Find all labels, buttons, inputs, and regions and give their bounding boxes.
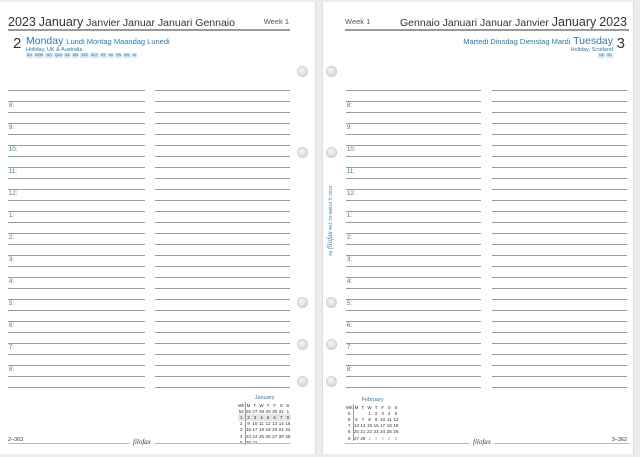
holiday-badge: WL — [124, 53, 130, 57]
calendar-day[interactable]: 10 — [252, 421, 258, 427]
day-number: 3 — [616, 35, 625, 52]
calendar-day[interactable]: 28 — [360, 435, 366, 441]
calendar-day[interactable]: 23 — [246, 433, 252, 439]
mini-calendar-january — [238, 395, 291, 445]
calendar-day[interactable]: 9 — [247, 421, 250, 427]
holiday-badge: NT — [100, 53, 106, 57]
writing-line[interactable] — [155, 244, 290, 245]
writing-line[interactable] — [155, 222, 290, 223]
hour-label: 8: — [347, 103, 353, 109]
hour-label: 11: — [347, 169, 355, 175]
writing-line[interactable] — [8, 354, 145, 355]
calendar-day[interactable]: 17 — [252, 427, 258, 433]
writing-line[interactable] — [8, 189, 145, 190]
calendar-day[interactable]: 16 — [246, 427, 252, 433]
hour-label: 9: — [9, 125, 15, 131]
calendar-day[interactable]: 2 — [374, 435, 378, 441]
hour-label: 5: — [347, 301, 353, 307]
day-name: Monday Lundi Montag Maandag Lunedi — [26, 35, 170, 47]
weekday-header: Wk — [238, 402, 245, 408]
calendar-day[interactable]: 2 — [374, 410, 378, 416]
calendar-day[interactable]: 3 — [381, 435, 384, 441]
writing-line[interactable] — [492, 365, 627, 366]
page-number: 2–363 — [8, 437, 24, 443]
writing-line[interactable] — [492, 211, 627, 212]
writing-line[interactable] — [8, 167, 145, 168]
writing-line[interactable] — [346, 299, 481, 300]
writing-line[interactable] — [155, 277, 290, 278]
writing-line[interactable] — [8, 376, 145, 377]
writing-line[interactable] — [492, 387, 627, 388]
calendar-day[interactable]: 25 — [386, 429, 392, 435]
binder-hole — [297, 376, 308, 387]
weekday-header: M — [354, 404, 359, 410]
week-number: 7 — [346, 423, 353, 429]
writing-line[interactable] — [346, 90, 481, 91]
writing-line[interactable] — [492, 321, 627, 322]
writing-line[interactable] — [346, 343, 481, 344]
calendar-day[interactable]: 28 — [278, 433, 284, 439]
filofax-logo: filofax — [470, 438, 494, 446]
writing-line[interactable] — [8, 387, 145, 388]
writing-line[interactable] — [8, 101, 145, 102]
weekday-header: Wk — [346, 404, 353, 410]
writing-line[interactable] — [492, 310, 627, 311]
header-divider — [8, 29, 290, 31]
hour-label: 8: — [9, 103, 15, 109]
binder-hole — [326, 147, 337, 158]
writing-line[interactable] — [8, 200, 145, 201]
calendar-day[interactable]: 3 — [381, 410, 384, 416]
hour-label: 10: — [347, 147, 356, 153]
writing-line[interactable] — [492, 266, 627, 267]
calendar-day[interactable]: 3 — [252, 414, 259, 420]
calendar-day[interactable]: 22 — [366, 429, 372, 435]
writing-line[interactable] — [346, 244, 481, 245]
writing-line[interactable] — [492, 277, 627, 278]
writing-line[interactable] — [8, 222, 145, 223]
holiday-badge: TAS — [81, 53, 88, 57]
writing-line[interactable] — [8, 332, 145, 333]
week-number: 52 — [238, 408, 244, 414]
writing-line[interactable] — [492, 244, 627, 245]
calendar-day[interactable]: 27 — [354, 435, 360, 441]
writing-line[interactable] — [492, 354, 627, 355]
calendar-day[interactable]: 29 — [265, 408, 271, 414]
calendar-day[interactable]: 11 — [386, 416, 392, 422]
calendar-day[interactable]: 1 — [368, 435, 371, 441]
writing-line[interactable] — [155, 354, 290, 355]
writing-line[interactable] — [346, 200, 481, 201]
writing-line[interactable] — [346, 376, 481, 377]
calendar-day[interactable]: 25 — [258, 433, 264, 439]
holiday-note: Holiday, UK & Australia — [26, 47, 83, 53]
mini-calendar-month: January — [254, 395, 275, 401]
writing-line[interactable] — [8, 299, 145, 300]
calendar-day[interactable]: 1 — [368, 410, 371, 416]
hour-label: 10: — [9, 147, 18, 153]
hour-label: 6: — [347, 323, 353, 329]
calendar-day[interactable]: 26 — [393, 429, 399, 435]
binder-hole — [326, 297, 337, 308]
calendar-day[interactable]: 26 — [265, 433, 271, 439]
binder-hole — [326, 376, 337, 387]
writing-line[interactable] — [8, 310, 145, 311]
calendar-day[interactable]: 5 — [394, 410, 398, 416]
writing-line[interactable] — [346, 178, 481, 179]
writing-line[interactable] — [155, 376, 290, 377]
writing-line[interactable] — [8, 123, 145, 124]
page-number: 3–362 — [611, 437, 627, 443]
holiday-badge: UK — [108, 53, 114, 57]
writing-line[interactable] — [492, 90, 627, 91]
calendar-day[interactable]: 15 — [285, 421, 291, 427]
writing-line[interactable] — [346, 266, 481, 267]
writing-line[interactable] — [492, 167, 627, 168]
calendar-day[interactable]: 14 — [278, 421, 284, 427]
writing-line[interactable] — [346, 222, 481, 223]
calendar-day[interactable]: 12 — [393, 416, 399, 422]
writing-line[interactable] — [492, 376, 627, 377]
writing-line[interactable] — [155, 321, 290, 322]
weekday-header: T — [374, 404, 378, 410]
writing-line[interactable] — [155, 134, 290, 135]
calendar-day[interactable]: 27 — [252, 408, 258, 414]
calendar-day[interactable]: 14 — [360, 423, 366, 429]
hour-label: 3: — [347, 257, 353, 263]
writing-line[interactable] — [155, 288, 290, 289]
writing-line[interactable] — [155, 211, 290, 212]
hour-label: 5: — [9, 301, 15, 307]
calendar-day[interactable]: 28 — [258, 408, 264, 414]
hour-label: 6: — [9, 323, 15, 329]
week-number: 6 — [346, 416, 353, 422]
holiday-badge: SA — [65, 53, 70, 57]
calendar-day[interactable]: 10 — [380, 416, 386, 422]
writing-line[interactable] — [155, 123, 290, 124]
holiday-badge: QLD — [54, 53, 63, 57]
writing-line[interactable] — [155, 233, 290, 234]
hour-label: 7: — [347, 345, 353, 351]
writing-line[interactable] — [155, 112, 290, 113]
mini-calendar-february — [346, 397, 399, 441]
month-title: Gennaio Januari Januar Janvier January 2023 — [400, 15, 627, 29]
writing-line[interactable] — [346, 387, 481, 388]
writing-line[interactable] — [155, 332, 290, 333]
calendar-day[interactable]: 7 — [278, 414, 285, 420]
weekday-header: W — [259, 402, 264, 408]
calendar-day[interactable]: 7 — [361, 416, 365, 422]
writing-line[interactable] — [346, 156, 481, 157]
calendar-day[interactable]: 27 — [272, 433, 278, 439]
writing-line[interactable] — [8, 145, 145, 146]
writing-line[interactable] — [155, 310, 290, 311]
writing-line[interactable] — [492, 233, 627, 234]
holiday-badge: WA — [72, 53, 79, 57]
header-divider — [345, 29, 629, 31]
writing-line[interactable] — [8, 277, 145, 278]
hour-label: 2: — [9, 235, 15, 241]
writing-line[interactable] — [155, 156, 290, 157]
holiday-badge: VIC — [46, 53, 52, 57]
writing-line[interactable] — [492, 156, 627, 157]
writing-line[interactable] — [346, 354, 481, 355]
calendar-day[interactable]: 23 — [373, 429, 379, 435]
week-number: 9 — [346, 435, 353, 441]
writing-line[interactable] — [155, 189, 290, 190]
calendar-day[interactable]: 15 — [366, 423, 372, 429]
holiday-note: Holiday, Scotland — [570, 47, 613, 53]
calendar-day[interactable]: 12 — [265, 421, 271, 427]
weekday-header: S — [279, 402, 283, 408]
mini-calendar-month: February — [361, 397, 384, 403]
binder-hole — [326, 66, 337, 77]
holiday-badge: EN — [116, 53, 122, 57]
holiday-badge: UK — [599, 53, 605, 57]
writing-line[interactable] — [8, 244, 145, 245]
writing-line[interactable] — [8, 343, 145, 344]
writing-line[interactable] — [492, 101, 627, 102]
calendar-day[interactable]: 8 — [368, 416, 371, 422]
writing-line[interactable] — [155, 365, 290, 366]
writing-line[interactable] — [155, 178, 290, 179]
hour-label: 4: — [347, 279, 353, 285]
calendar-day[interactable]: 4 — [388, 410, 391, 416]
weekday-header: S — [286, 402, 290, 408]
hour-label: 9: — [347, 125, 353, 131]
hour-label: 8: — [9, 367, 15, 373]
calendar-day[interactable]: 31 — [278, 408, 284, 414]
filofax-logo: filofax — [130, 438, 154, 446]
writing-line[interactable] — [155, 101, 290, 102]
calendar-day[interactable]: 9 — [374, 416, 378, 422]
writing-line[interactable] — [8, 321, 145, 322]
hour-label: 4: — [9, 279, 15, 285]
writing-line[interactable] — [346, 211, 481, 212]
writing-line[interactable] — [492, 200, 627, 201]
writing-line[interactable] — [8, 134, 145, 135]
writing-line[interactable] — [346, 145, 481, 146]
hour-label: 1: — [347, 213, 353, 219]
binder-hole — [326, 339, 337, 350]
writing-line[interactable] — [492, 332, 627, 333]
weekday-header: F — [381, 404, 385, 410]
hour-label: 3: — [9, 257, 15, 263]
writing-line[interactable] — [492, 255, 627, 256]
weekday-header: S — [387, 404, 391, 410]
weekday-header: M — [246, 402, 251, 408]
week-number: 8 — [346, 429, 353, 435]
calendar-day[interactable]: 19 — [393, 423, 399, 429]
calendar-day[interactable]: 6 — [355, 416, 358, 422]
binder-hole — [297, 297, 308, 308]
weekday-header: W — [367, 404, 372, 410]
writing-line[interactable] — [8, 266, 145, 267]
calendar-day[interactable]: 6 — [271, 414, 278, 420]
calendar-day[interactable]: 8 — [285, 414, 292, 420]
holiday-badge: ACT — [90, 53, 98, 57]
writing-line[interactable] — [8, 233, 145, 234]
calendar-day[interactable]: 17 — [380, 423, 386, 429]
spine-imprint: A5 filofax Ref. 23-68515 © 2022 — [326, 185, 334, 256]
week-number: 2 — [238, 421, 245, 427]
writing-line[interactable] — [346, 233, 481, 234]
writing-line[interactable] — [155, 343, 290, 344]
week-number: 1 — [238, 414, 245, 420]
hour-label: 11: — [9, 169, 17, 175]
calendar-day[interactable]: 26 — [246, 408, 252, 414]
writing-line[interactable] — [346, 321, 481, 322]
writing-line[interactable] — [346, 167, 481, 168]
weekday-header: S — [394, 404, 398, 410]
day-name: Martedi Dinsdag Dienstag Mardi Tuesday — [463, 35, 613, 47]
week-number: 5 — [346, 410, 353, 416]
calendar-day[interactable]: 4 — [388, 435, 391, 441]
hour-label: 1: — [9, 213, 15, 219]
writing-line[interactable] — [346, 288, 481, 289]
week-label: Week 1 — [345, 17, 371, 26]
calendar-day[interactable]: 1 — [286, 408, 290, 414]
writing-line[interactable] — [492, 299, 627, 300]
calendar-day[interactable]: 18 — [386, 423, 392, 429]
weekday-header: T — [266, 402, 270, 408]
writing-line[interactable] — [8, 288, 145, 289]
calendar-day[interactable]: 24 — [380, 429, 386, 435]
weekday-header: F — [273, 402, 277, 408]
calendar-day[interactable]: 5 — [394, 435, 398, 441]
calendar-day[interactable]: 13 — [272, 421, 278, 427]
hour-label: 2: — [347, 235, 353, 241]
binder-hole — [297, 66, 308, 77]
writing-line[interactable] — [346, 310, 481, 311]
writing-line[interactable] — [346, 112, 481, 113]
calendar-day[interactable]: 21 — [360, 429, 366, 435]
calendar-day[interactable]: 24 — [252, 433, 258, 439]
month-title: 2023 January Janvier Januar Januari Gennaio — [8, 15, 235, 29]
holiday-badges — [26, 53, 137, 58]
writing-line[interactable] — [155, 387, 290, 388]
writing-line[interactable] — [8, 365, 145, 366]
writing-line[interactable] — [492, 189, 627, 190]
calendar-day[interactable]: 18 — [258, 427, 264, 433]
binder-hole — [297, 339, 308, 350]
writing-line[interactable] — [492, 123, 627, 124]
day-number: 2 — [13, 35, 22, 52]
writing-line[interactable] — [8, 156, 145, 157]
calendar-day[interactable]: 30 — [272, 408, 278, 414]
holiday-badges — [598, 53, 613, 58]
weekday-header: T — [253, 402, 257, 408]
writing-line[interactable] — [492, 343, 627, 344]
writing-line[interactable] — [346, 277, 481, 278]
writing-line[interactable] — [346, 101, 481, 102]
writing-line[interactable] — [155, 266, 290, 267]
calendar-day[interactable]: 20 — [354, 429, 360, 435]
writing-line[interactable] — [155, 299, 290, 300]
left-page — [0, 2, 316, 454]
right-page — [322, 2, 634, 454]
writing-line[interactable] — [8, 112, 145, 113]
calendar-day[interactable]: 2 — [245, 414, 252, 420]
writing-line[interactable] — [492, 288, 627, 289]
writing-line[interactable] — [346, 189, 481, 190]
holiday-badge: SC — [607, 53, 612, 57]
holiday-badge: AU — [27, 53, 32, 57]
week-number: 3 — [238, 427, 245, 433]
writing-line[interactable] — [155, 167, 290, 168]
hour-label: 12: — [347, 191, 356, 197]
writing-line[interactable] — [492, 222, 627, 223]
calendar-day[interactable]: 20 — [272, 427, 278, 433]
weekday-header: T — [361, 404, 365, 410]
hour-label: 12: — [9, 191, 18, 197]
holiday-badge: NSW — [34, 53, 44, 57]
writing-line[interactable] — [492, 178, 627, 179]
writing-line[interactable] — [492, 134, 627, 135]
calendar-day[interactable]: 13 — [354, 423, 360, 429]
writing-line[interactable] — [492, 112, 627, 113]
week-label: Week 1 — [263, 17, 289, 26]
writing-line[interactable] — [346, 255, 481, 256]
writing-line[interactable] — [155, 90, 290, 91]
binder-hole — [297, 147, 308, 158]
writing-line[interactable] — [346, 123, 481, 124]
holiday-badge: NI — [132, 53, 137, 57]
writing-line[interactable] — [346, 134, 481, 135]
writing-line[interactable] — [155, 200, 290, 201]
writing-line[interactable] — [346, 332, 481, 333]
writing-line[interactable] — [8, 90, 145, 91]
calendar-day[interactable]: 16 — [373, 423, 379, 429]
calendar-day[interactable]: 19 — [265, 427, 271, 433]
calendar-day[interactable]: 11 — [259, 421, 264, 427]
writing-line[interactable] — [346, 365, 481, 366]
writing-line[interactable] — [155, 255, 290, 256]
calendar-day[interactable]: 29 — [285, 433, 291, 439]
calendar-day[interactable]: 5 — [265, 414, 272, 420]
week-number: 4 — [238, 433, 245, 439]
hour-label: 8: — [347, 367, 353, 373]
calendar-day[interactable]: 4 — [258, 414, 265, 420]
writing-line[interactable] — [8, 255, 145, 256]
calendar-day[interactable]: 22 — [285, 427, 291, 433]
hour-label: 7: — [9, 345, 15, 351]
calendar-day[interactable]: 21 — [278, 427, 284, 433]
writing-line[interactable] — [492, 145, 627, 146]
writing-line[interactable] — [8, 211, 145, 212]
writing-line[interactable] — [155, 145, 290, 146]
writing-line[interactable] — [8, 178, 145, 179]
